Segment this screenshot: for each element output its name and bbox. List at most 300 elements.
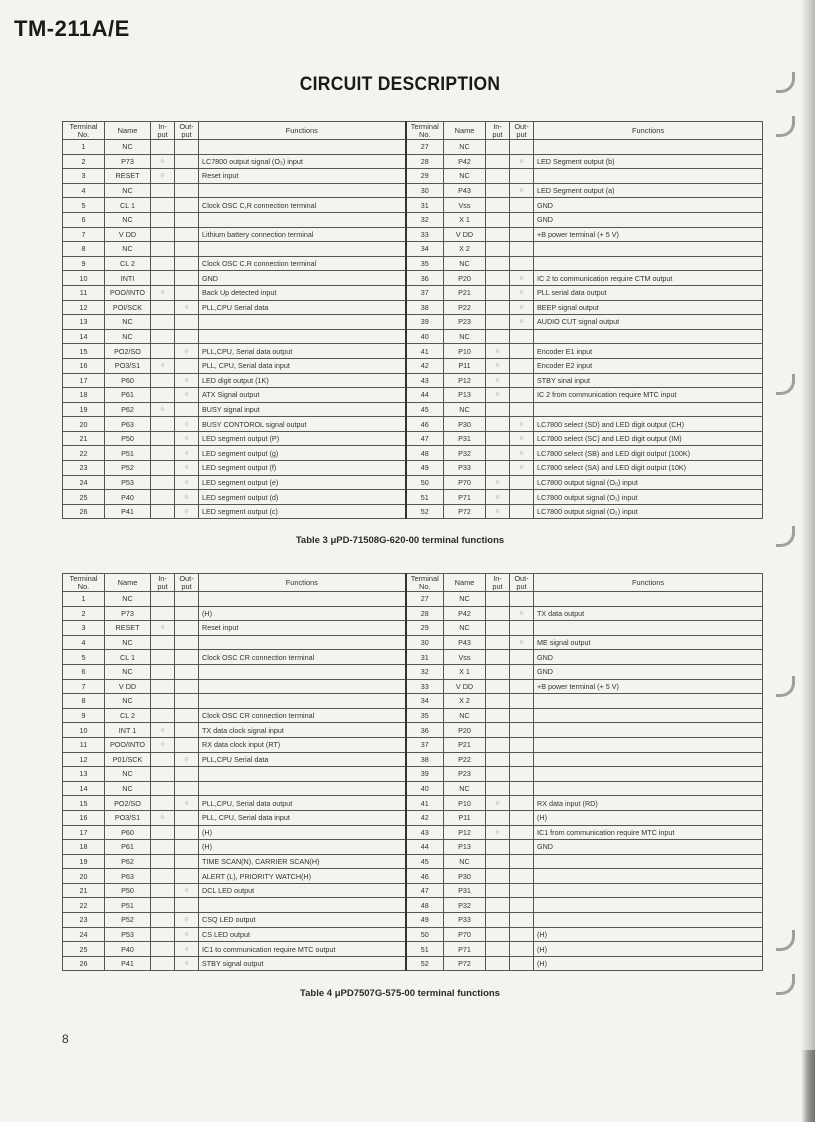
pin-name-cell: P42: [444, 154, 486, 169]
pin-name-cell: NC: [444, 781, 486, 796]
output-mark-cell: [510, 358, 534, 373]
function-cell: LED digit output (1K): [199, 373, 406, 388]
terminal-no-cell: 8: [63, 694, 105, 709]
function-cell: Clock OSC C,R connection terminal: [199, 198, 406, 213]
pin-name-cell: P21: [444, 737, 486, 752]
pin-name-cell: P62: [105, 854, 151, 869]
terminal-no-cell: 36: [406, 271, 444, 286]
pin-name-cell: P70: [444, 475, 486, 490]
pin-name-cell: NC: [105, 664, 151, 679]
output-mark-cell: [175, 650, 199, 665]
input-mark-cell: [486, 402, 510, 417]
function-cell: [534, 752, 763, 767]
input-mark-cell: [151, 942, 175, 957]
input-mark-cell: [151, 650, 175, 665]
terminal-no-cell: 17: [63, 373, 105, 388]
terminal-no-cell: 20: [63, 417, 105, 432]
table-row: [63, 140, 763, 155]
input-mark-cell: [486, 300, 510, 315]
table-row: [63, 242, 763, 257]
terminal-no-cell: 42: [406, 358, 444, 373]
table-row: [63, 898, 763, 913]
table-row: [63, 767, 763, 782]
terminal-no-cell: 16: [63, 810, 105, 825]
terminal-no-cell: 3: [63, 169, 105, 184]
table-row: [63, 927, 763, 942]
pin-name-cell: P73: [105, 154, 151, 169]
output-mark-cell: [510, 212, 534, 227]
output-mark-cell: [175, 781, 199, 796]
function-cell: [534, 169, 763, 184]
pin-name-cell: INT 1: [105, 723, 151, 738]
function-cell: [199, 212, 406, 227]
output-mark-cell: [510, 344, 534, 359]
terminal-no-cell: 5: [63, 198, 105, 213]
output-mark-cell: [510, 927, 534, 942]
function-cell: Clock OSC C.R connection terminal: [199, 256, 406, 271]
function-cell: PLL,CPU, Serial data output: [199, 344, 406, 359]
pin-name-cell: P01/SCK: [105, 752, 151, 767]
pin-name-cell: P73: [105, 606, 151, 621]
terminal-no-cell: 45: [406, 854, 444, 869]
output-mark-cell: [510, 621, 534, 636]
function-cell: [534, 402, 763, 417]
table-row: [63, 606, 763, 621]
output-mark-cell: [510, 708, 534, 723]
table-row: [63, 664, 763, 679]
pin-name-cell: PO2/SO: [105, 344, 151, 359]
terminal-no-cell: 23: [63, 913, 105, 928]
output-mark-cell: ○: [510, 417, 534, 432]
terminal-no-cell: 17: [63, 825, 105, 840]
output-mark-cell: [175, 606, 199, 621]
output-mark-cell: [510, 898, 534, 913]
output-mark-cell: ○: [175, 417, 199, 432]
function-cell: [199, 679, 406, 694]
input-mark-cell: [486, 169, 510, 184]
terminal-no-cell: 49: [406, 913, 444, 928]
input-mark-cell: [151, 329, 175, 344]
function-cell: GND: [199, 271, 406, 286]
terminal-no-cell: 11: [63, 737, 105, 752]
terminal-no-cell: 1: [63, 592, 105, 607]
terminal-no-cell: 1: [63, 140, 105, 155]
terminal-no-cell: 52: [406, 956, 444, 971]
table-row: [63, 417, 763, 432]
table-row: [63, 621, 763, 636]
output-mark-cell: [175, 825, 199, 840]
terminal-no-cell: 29: [406, 621, 444, 636]
terminal-no-cell: 29: [406, 169, 444, 184]
input-mark-cell: [486, 315, 510, 330]
table-header-row: [63, 122, 763, 140]
table-row: [63, 315, 763, 330]
output-mark-cell: ○: [510, 154, 534, 169]
input-mark-cell: [151, 417, 175, 432]
terminal-no-cell: 44: [406, 388, 444, 403]
pin-name-cell: PO3/S1: [105, 810, 151, 825]
input-mark-cell: [151, 504, 175, 519]
output-mark-cell: [510, 373, 534, 388]
table-row: [63, 490, 763, 505]
pin-name-cell: P23: [444, 315, 486, 330]
function-cell: Reset input: [199, 169, 406, 184]
input-mark-cell: ○: [151, 402, 175, 417]
input-mark-cell: [151, 781, 175, 796]
function-cell: [534, 898, 763, 913]
input-mark-cell: [151, 840, 175, 855]
function-cell: [534, 592, 763, 607]
function-cell: (H): [199, 606, 406, 621]
function-cell: [534, 694, 763, 709]
column-header-input: In- put: [486, 122, 510, 140]
pin-name-cell: NC: [105, 183, 151, 198]
terminal-no-cell: 33: [406, 679, 444, 694]
function-cell: IC1 to communication require MTC output: [199, 942, 406, 957]
input-mark-cell: [486, 781, 510, 796]
function-cell: IC 2 from communication require MTC input: [534, 388, 763, 403]
table-row: [63, 942, 763, 957]
input-mark-cell: [486, 752, 510, 767]
output-mark-cell: ○: [510, 315, 534, 330]
output-mark-cell: [175, 737, 199, 752]
output-mark-cell: ○: [175, 461, 199, 476]
function-cell: LED Segment output (a): [534, 183, 763, 198]
input-mark-cell: [486, 767, 510, 782]
output-mark-cell: [175, 271, 199, 286]
terminal-no-cell: 22: [63, 898, 105, 913]
function-cell: Encoder E1 input: [534, 344, 763, 359]
pin-name-cell: P12: [444, 825, 486, 840]
output-mark-cell: [175, 154, 199, 169]
table-row: [63, 825, 763, 840]
input-mark-cell: [486, 942, 510, 957]
column-header-terminal: Terminal No.: [406, 122, 444, 140]
terminal-no-cell: 6: [63, 212, 105, 227]
input-mark-cell: [486, 606, 510, 621]
pin-name-cell: CL 2: [105, 708, 151, 723]
input-mark-cell: [151, 592, 175, 607]
pin-name-cell: P71: [444, 490, 486, 505]
input-mark-cell: [151, 927, 175, 942]
terminal-no-cell: 31: [406, 198, 444, 213]
output-mark-cell: [175, 285, 199, 300]
function-cell: (H): [199, 840, 406, 855]
table-row: [63, 650, 763, 665]
input-mark-cell: [151, 796, 175, 811]
input-mark-cell: ○: [486, 373, 510, 388]
function-cell: [534, 869, 763, 884]
table-row: [63, 388, 763, 403]
terminal-no-cell: 34: [406, 242, 444, 257]
terminal-no-cell: 19: [63, 854, 105, 869]
input-mark-cell: [151, 227, 175, 242]
binder-ring-mark: [776, 676, 795, 697]
input-mark-cell: ○: [151, 723, 175, 738]
input-mark-cell: [151, 271, 175, 286]
function-cell: LED segment output (e): [199, 475, 406, 490]
column-header-output: Out- put: [510, 122, 534, 140]
function-cell: LED segment output (g): [199, 446, 406, 461]
output-mark-cell: [175, 767, 199, 782]
output-mark-cell: [510, 490, 534, 505]
terminal-no-cell: 52: [406, 504, 444, 519]
pin-name-cell: NC: [444, 402, 486, 417]
function-cell: [534, 854, 763, 869]
output-mark-cell: ○: [510, 285, 534, 300]
function-cell: [534, 708, 763, 723]
pin-name-cell: P50: [105, 431, 151, 446]
output-mark-cell: [510, 956, 534, 971]
table-row: [63, 358, 763, 373]
pin-name-cell: P51: [105, 446, 151, 461]
input-mark-cell: ○: [151, 154, 175, 169]
function-cell: ME signal output: [534, 635, 763, 650]
input-mark-cell: [486, 679, 510, 694]
function-cell: LED Segment output (b): [534, 154, 763, 169]
function-cell: [199, 664, 406, 679]
table-row: [63, 461, 763, 476]
column-header-functions: Functions: [534, 122, 763, 140]
terminal-no-cell: 14: [63, 329, 105, 344]
input-mark-cell: ○: [486, 490, 510, 505]
terminal-no-cell: 48: [406, 446, 444, 461]
pin-name-cell: P30: [444, 417, 486, 432]
output-mark-cell: [510, 650, 534, 665]
function-cell: PLL, CPU, Serial data input: [199, 810, 406, 825]
output-mark-cell: [175, 723, 199, 738]
output-mark-cell: [175, 854, 199, 869]
pin-name-cell: POI/SCK: [105, 300, 151, 315]
input-mark-cell: [486, 621, 510, 636]
function-cell: Clock OSC CR connection terminal: [199, 650, 406, 665]
terminal-no-cell: 10: [63, 723, 105, 738]
terminal-no-cell: 40: [406, 781, 444, 796]
output-mark-cell: [510, 767, 534, 782]
output-mark-cell: [175, 869, 199, 884]
output-mark-cell: [175, 169, 199, 184]
input-mark-cell: [151, 869, 175, 884]
pin-name-cell: P52: [105, 913, 151, 928]
function-cell: PLL, CPU, Serial data input: [199, 358, 406, 373]
function-cell: [199, 140, 406, 155]
function-cell: [199, 781, 406, 796]
pin-name-cell: P23: [444, 767, 486, 782]
terminal-no-cell: 12: [63, 300, 105, 315]
output-mark-cell: ○: [175, 913, 199, 928]
output-mark-cell: ○: [175, 475, 199, 490]
pin-name-cell: P33: [444, 461, 486, 476]
input-mark-cell: [486, 183, 510, 198]
output-mark-cell: [510, 592, 534, 607]
table-row: [63, 227, 763, 242]
output-mark-cell: ○: [175, 883, 199, 898]
input-mark-cell: [486, 883, 510, 898]
function-cell: [199, 898, 406, 913]
terminal-no-cell: 45: [406, 402, 444, 417]
function-cell: [199, 694, 406, 709]
terminal-no-cell: 28: [406, 606, 444, 621]
function-cell: LC7800 output signal (O₃) input: [199, 154, 406, 169]
terminal-no-cell: 30: [406, 635, 444, 650]
input-mark-cell: [151, 854, 175, 869]
table-row: [63, 913, 763, 928]
terminal-no-cell: 31: [406, 650, 444, 665]
output-mark-cell: [175, 621, 199, 636]
input-mark-cell: [486, 417, 510, 432]
function-cell: [199, 183, 406, 198]
terminal-no-cell: 21: [63, 431, 105, 446]
function-cell: BUSY signal input: [199, 402, 406, 417]
terminal-no-cell: 18: [63, 840, 105, 855]
output-mark-cell: ○: [175, 927, 199, 942]
output-mark-cell: [510, 694, 534, 709]
function-cell: Clock OSC CR connection terminal: [199, 708, 406, 723]
input-mark-cell: [151, 883, 175, 898]
input-mark-cell: [151, 708, 175, 723]
function-cell: STBY signal output: [199, 956, 406, 971]
input-mark-cell: [486, 446, 510, 461]
table-row: [63, 810, 763, 825]
pin-name-cell: NC: [105, 767, 151, 782]
column-header-name: Name: [105, 574, 151, 592]
function-cell: LC7800 select (SD) and LED digit output (CH): [534, 417, 763, 432]
terminal-no-cell: 16: [63, 358, 105, 373]
terminal-no-cell: 21: [63, 883, 105, 898]
function-cell: [534, 621, 763, 636]
input-mark-cell: ○: [151, 358, 175, 373]
pin-name-cell: INTI: [105, 271, 151, 286]
output-mark-cell: [510, 227, 534, 242]
terminal-no-cell: 51: [406, 942, 444, 957]
function-cell: TIME SCAN(N), CARRIER SCAN(H): [199, 854, 406, 869]
output-mark-cell: [175, 329, 199, 344]
table-row: [63, 300, 763, 315]
output-mark-cell: [510, 825, 534, 840]
input-mark-cell: [151, 635, 175, 650]
output-mark-cell: ○: [510, 300, 534, 315]
input-mark-cell: [151, 913, 175, 928]
column-header-name: Name: [444, 122, 486, 140]
output-mark-cell: [175, 140, 199, 155]
input-mark-cell: [151, 315, 175, 330]
terminal-no-cell: 14: [63, 781, 105, 796]
function-cell: [534, 737, 763, 752]
pin-name-cell: P11: [444, 810, 486, 825]
terminal-no-cell: 25: [63, 490, 105, 505]
function-cell: RX data input (RD): [534, 796, 763, 811]
pin-name-cell: Vss: [444, 198, 486, 213]
function-cell: Encoder E2 input: [534, 358, 763, 373]
table-row: [63, 256, 763, 271]
pin-name-cell: P42: [444, 606, 486, 621]
pin-name-cell: V DD: [105, 679, 151, 694]
input-mark-cell: ○: [151, 285, 175, 300]
input-mark-cell: [486, 913, 510, 928]
terminal-no-cell: 38: [406, 752, 444, 767]
pin-name-cell: P43: [444, 635, 486, 650]
binder-edge: [801, 0, 815, 1122]
pin-name-cell: NC: [444, 140, 486, 155]
function-cell: [199, 592, 406, 607]
pin-name-cell: P20: [444, 271, 486, 286]
input-mark-cell: [151, 606, 175, 621]
binder-ring-mark: [776, 72, 795, 93]
binder-ring-mark: [776, 374, 795, 395]
function-cell: DCL LED output: [199, 883, 406, 898]
terminal-table-4: [62, 573, 763, 971]
terminal-no-cell: 28: [406, 154, 444, 169]
function-cell: [534, 140, 763, 155]
pin-name-cell: P13: [444, 840, 486, 855]
function-cell: AUDIO CUT signal output: [534, 315, 763, 330]
pin-name-cell: P63: [105, 869, 151, 884]
input-mark-cell: [486, 694, 510, 709]
function-cell: [534, 767, 763, 782]
terminal-no-cell: 33: [406, 227, 444, 242]
table-row: [63, 344, 763, 359]
output-mark-cell: [175, 183, 199, 198]
column-header-functions: Functions: [199, 122, 406, 140]
terminal-no-cell: 2: [63, 606, 105, 621]
input-mark-cell: [151, 679, 175, 694]
input-mark-cell: [486, 737, 510, 752]
terminal-no-cell: 42: [406, 810, 444, 825]
pin-name-cell: NC: [444, 592, 486, 607]
pin-name-cell: V DD: [444, 227, 486, 242]
terminal-no-cell: 30: [406, 183, 444, 198]
terminal-no-cell: 37: [406, 737, 444, 752]
terminal-no-cell: 4: [63, 635, 105, 650]
input-mark-cell: [151, 825, 175, 840]
input-mark-cell: ○: [486, 358, 510, 373]
output-mark-cell: ○: [175, 490, 199, 505]
input-mark-cell: [151, 431, 175, 446]
input-mark-cell: [486, 431, 510, 446]
table-row: [63, 708, 763, 723]
input-mark-cell: [151, 490, 175, 505]
model-number: TM-211A/E: [14, 16, 130, 41]
input-mark-cell: [151, 752, 175, 767]
input-mark-cell: [486, 810, 510, 825]
terminal-no-cell: 6: [63, 664, 105, 679]
pin-name-cell: P50: [105, 883, 151, 898]
output-mark-cell: [175, 664, 199, 679]
input-mark-cell: [486, 329, 510, 344]
function-cell: [534, 242, 763, 257]
terminal-no-cell: 13: [63, 315, 105, 330]
output-mark-cell: [510, 329, 534, 344]
table-row: [63, 883, 763, 898]
output-mark-cell: [510, 869, 534, 884]
terminal-no-cell: 32: [406, 212, 444, 227]
input-mark-cell: [486, 242, 510, 257]
input-mark-cell: [486, 154, 510, 169]
input-mark-cell: [151, 475, 175, 490]
function-cell: BEEP signal output: [534, 300, 763, 315]
function-cell: GND: [534, 212, 763, 227]
terminal-no-cell: 24: [63, 927, 105, 942]
output-mark-cell: [510, 679, 534, 694]
output-mark-cell: [510, 402, 534, 417]
input-mark-cell: [151, 664, 175, 679]
pin-name-cell: P43: [444, 183, 486, 198]
pin-name-cell: RESET: [105, 621, 151, 636]
function-cell: LC7800 select (SA) and LED digit output (10K): [534, 461, 763, 476]
input-mark-cell: [486, 927, 510, 942]
terminal-no-cell: 46: [406, 417, 444, 432]
table-3-caption: Table 3 μPD-71508G-620-00 terminal functions: [295, 535, 505, 546]
